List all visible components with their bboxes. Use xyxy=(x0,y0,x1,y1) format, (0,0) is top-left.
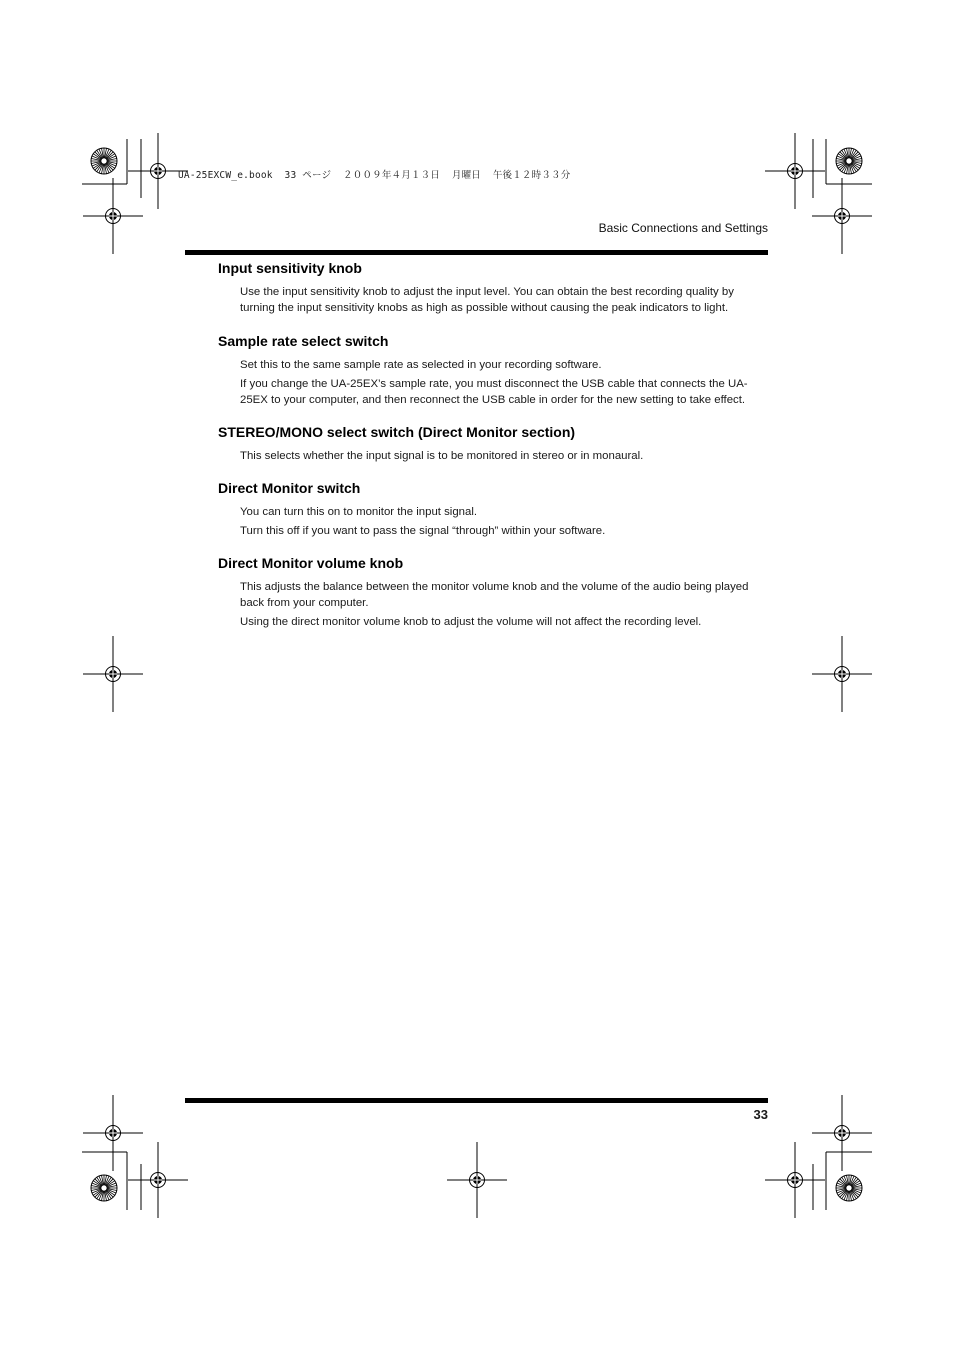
section-direct-monitor-switch xyxy=(218,476,768,539)
section-body xyxy=(240,357,768,408)
section-body xyxy=(240,448,768,464)
paragraph: Turn this off if you want to pass the signal “through” within your software. xyxy=(240,525,606,537)
section-heading: Sample rate select switch xyxy=(218,333,389,349)
page-content xyxy=(218,256,768,633)
paragraph: This adjusts the balance between the monitor volume knob and the volume of the audio being played back from your computer. xyxy=(240,581,749,609)
running-head: Basic Connections and Settings xyxy=(598,221,768,235)
section-heading: Direct Monitor switch xyxy=(218,480,361,496)
paragraph: If you change the UA-25EX’s sample rate, you must disconnect the USB cable that connects the UA-25EX to your computer, and then reconnect the USB cable in order for the new setting to take effect. xyxy=(240,378,748,406)
section-heading: Input sensitivity knob xyxy=(218,260,362,276)
section-body xyxy=(240,579,768,630)
header-rule xyxy=(185,250,768,255)
footer-rule xyxy=(185,1098,768,1103)
section-direct-monitor-volume-knob xyxy=(218,551,768,630)
section-body xyxy=(240,284,768,316)
section-heading: Direct Monitor volume knob xyxy=(218,555,404,571)
section-heading: STEREO/MONO select switch (Direct Monitor section) xyxy=(218,424,576,440)
paragraph: Using the direct monitor volume knob to adjust the volume will not affect the recording level. xyxy=(240,616,702,628)
section-stereo-mono-select-switch xyxy=(218,420,768,464)
paragraph: This selects whether the input signal is to be monitored in stereo or in monaural. xyxy=(240,450,644,462)
paragraph: You can turn this on to monitor the input signal. xyxy=(240,506,478,518)
section-input-sensitivity-knob xyxy=(218,256,768,316)
paragraph: Set this to the same sample rate as selected in your recording software. xyxy=(240,359,602,371)
paragraph: Use the input sensitivity knob to adjust the input level. You can obtain the best recording quality by turning the input sensitivity knobs as high as possible without causing the peak indicators to light. xyxy=(240,286,734,314)
page-number: 33 xyxy=(753,1107,768,1122)
print-slug: UA-25EXCW_e.book 33 ページ ２００９年４月１３日 月曜日 午後１２時３３分 xyxy=(178,170,571,181)
section-sample-rate-select-switch xyxy=(218,329,768,408)
section-body xyxy=(240,504,768,539)
